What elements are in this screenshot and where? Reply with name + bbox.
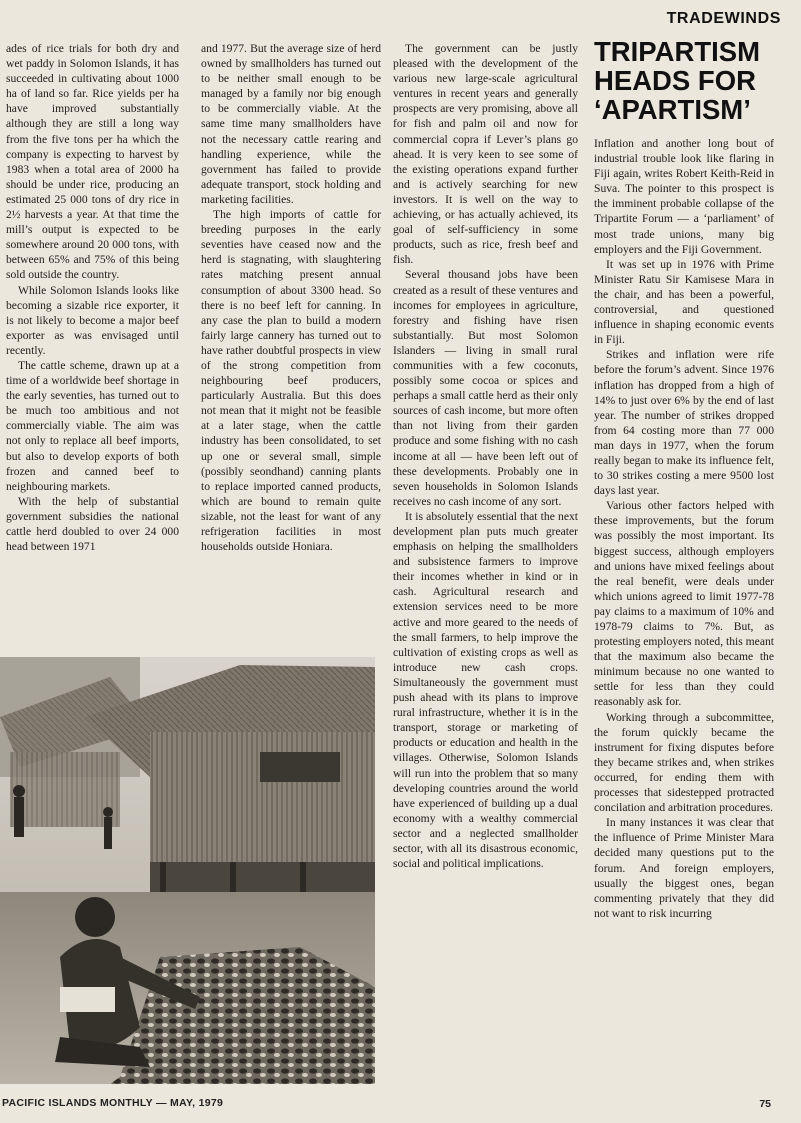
paragraph: It was set up in 1976 with Prime Minister Ratu Sir Kamisese Mara in the chair, and has been a powerful, controversial, and questioned influence in shaping economic events in Fiji.	[594, 257, 774, 347]
paragraph: The government can be justly pleased with the development of the various new large-scale agricultural ventures in recent years and generally prospects are very promising, above all for fish and palm oil and now for commercial copra if Lever’s plans go ahead. It is very keen to see some of the existing operations expand further and is actively searching for new investors. It is well on the way to achieving, or has actually achieved, its goal of self-sufficiency in some products, such as rice, fresh beef and fish.	[393, 42, 578, 267]
paragraph: It is absolutely essential that the next development plan puts much greater emphasis on helping the smallholders and subsistence farmers to improve their incomes whether in kind or in cash. Agricultural research and extension services need to be more active and more geared to the needs of the small farmers, to help improve the cultivation of existing crops as well as introduce new cash crops. Simultaneously the government must push ahead with its plans to improve rural infrastructure, whether it is in the transport, storage or marketing of products or education and health in the villages. Otherwise, Solomon Islands will run into the problem that so many developing countries around the world have experienced of building up a dual economy with a wealthy commercial sector and a neglected smallholder sector, with all its disastrous economic, social and political implications.	[393, 509, 578, 871]
paragraph: While Solomon Islands looks like becoming a sizable rice exporter, it is not likely to become a major beef exporter as was envisaged until recently.	[6, 283, 179, 357]
publication-footer: PACIFIC ISLANDS MONTHLY — MAY, 1979	[2, 1097, 224, 1109]
paragraph: ades of rice trials for both dry and wet paddy in Solomon Islands, it has succeeded in cultivating about 1000 ha of land so far. Rice yields per ha have improved substantially although they are still a long way from the five tons per ha which the company is expecting to harvest by 1983 when a total area of 2000 ha should be under rice, producing an estimated 25 000 tons of dry rice in 2½ harvests a year. At that time the mill’s output is expected to be somewhere around 20 000 tons, with between 65% and 75% of this being sold outside the country.	[6, 42, 179, 282]
paragraph: and 1977. But the average size of herd owned by smallholders has turned out to be neither small enough to be managed by a family nor big enough to be commercially viable. At the same time many smallholders have not the necessary cattle rearing and handling experience, while the government has failed to provide adequate transport, stock holding and marketing facilities.	[201, 42, 381, 206]
article-column-3	[393, 41, 578, 871]
headline-line: ‘APARTISM’	[594, 94, 751, 125]
paragraph: In many instances it was clear that the influence of Prime Minister Mara decided many questions put to the forum. And foreign employers, usually the biggest ones, began commenting privately that they did not want to risk incurring	[594, 816, 774, 920]
headline-line: HEADS FOR	[594, 65, 756, 96]
page-number: 75	[759, 1098, 771, 1110]
section-tag: TRADEWINDS	[666, 10, 781, 27]
article-column-2	[201, 41, 381, 554]
paragraph: Several thousand jobs have been created as a result of these ventures and incomes for employees in agriculture, forestry and fishing have risen substantially. But most Solomon Islanders — living in small rural communities with a few coconuts, possibly some cocoa or spices and perhaps a small cattle herd as their only sources of cash income, but more often than not living from their garden produce and some fishing with no cash income at all — have been left out of these developments. Probably one in seven households in Solomon Islands receives no cash income of any sort.	[393, 268, 578, 508]
paragraph: Various other factors helped with these improvements, but the forum was possibly the most important. Its biggest success, although employers and unions have mixed feelings about the real benefit, were deals under which unions agreed to limit 1977-78 pay claims to a maximum of 10% and 1978-79 claims to 7%. But, as protesting employers noted, this meant that the maximum also became the minimum because no one wanted to settle for less than they could reasonably ask for.	[594, 499, 774, 709]
paragraph: Working through a subcommittee, the forum quickly became the instrument for fixing disputes before they became strikes and, when strikes occurred, for ending them with processes that sidestepped protracted concilation and arbitration procedures.	[594, 710, 774, 815]
paragraph: Strikes and inflation were rife before the forum’s advent. Since 1976 inflation has dropped from a high of 14% to just over 6% by the end of last year. The number of strikes dropped from 64 costing more than 77 000 man days in 1977, when the forum really began to make its influence felt, to 30 strikes costing a mere 9500 lost days last year.	[594, 348, 774, 498]
article-column-4	[594, 136, 774, 921]
paragraph: Inflation and another long bout of industrial trouble look like flaring in Fiji again, writes Robert Keith-Reid in Suva. The pointer to this prospect is the imminent probable collapse of the Tripartite Forum — a ‘parliament’ of most trade unions, many big employers and the Fiji Government.	[594, 137, 774, 256]
headline	[594, 37, 794, 124]
paragraph: The cattle scheme, drawn up at a time of a worldwide beef shortage in the early seventies, has turned out to be much too ambitious and not commercially viable. The aim was not only to replace all beef imports, but also to develop exports of both frozen and canned beef to neighbouring markets.	[6, 358, 179, 493]
paragraph: With the help of substantial government subsidies the national cattle herd doubled to over 24 000 head between 1971	[6, 494, 179, 554]
paragraph: The high imports of cattle for breeding purposes in the early seventies have ceased now and the herd is stagnating, with slaughtering rates matching present annual consumption of about 3300 head. So there is no beef left for canning. In any case the plan to build a modern fairly large cannery has turned out to have rather doubtful prospects in view of the strong competition from neighbouring beef producers, particularly Australia. But this does not mean that it might not be feasible at a later stage, when the cattle industry has been consolidated, to set up one or several small, simple (possibly seondhand) canning plants to replace imported canned products, which are bound to remain quite sizable, not the least for want of any refrigeration facilities in most households outside Honiara.	[201, 208, 381, 554]
article-column-1	[6, 41, 179, 554]
village-photo	[0, 657, 375, 1084]
headline-line: TRIPARTISM	[594, 36, 761, 67]
